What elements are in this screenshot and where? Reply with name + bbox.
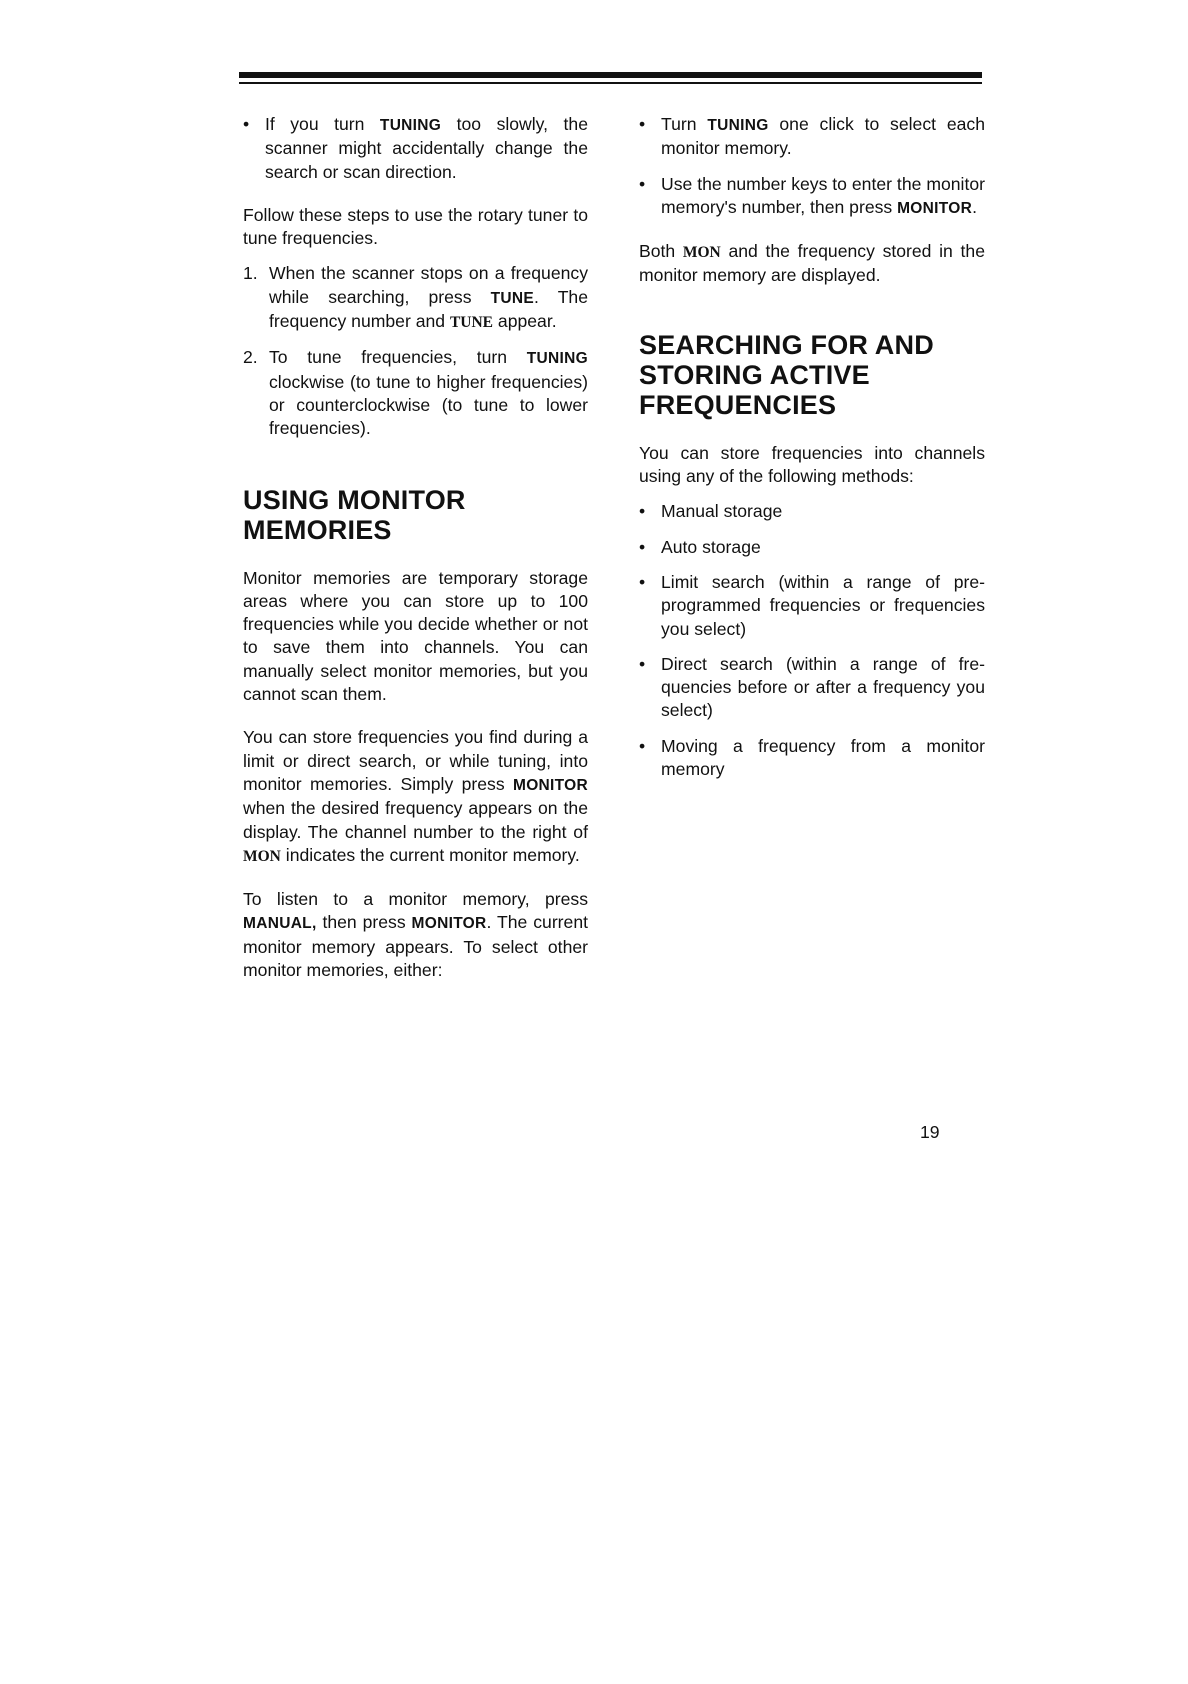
follow-steps-paragraph: Follow these steps to use the rotary tuner to tune frequencies.	[243, 204, 588, 249]
bullet-icon: •	[639, 536, 646, 557]
bullet-icon: •	[639, 501, 646, 522]
step-2: 2. To tune frequencies, turn TUNING clockwise (to tune to higher frequencies) or counterclockwise (to tune to lower frequencies).	[243, 347, 588, 439]
bullet-icon: •	[639, 735, 646, 756]
key-label: TUNING	[707, 117, 769, 134]
display-indicator: MON	[243, 847, 281, 865]
bullet-icon: •	[639, 571, 646, 592]
section-heading-monitor-memories: USING MONITOR MEMORIES	[243, 484, 466, 545]
tuning-warning-bullet: • If you turn TUNING too slowly, the scanner might accidentally change the search or scan direction.	[243, 114, 588, 182]
step-1: 1. When the scanner stops on a frequency while searching, press TUNE. The frequency number and TUNE appear.	[243, 263, 589, 332]
left-column	[243, 113, 588, 1002]
method-item: • Auto storage	[639, 536, 985, 559]
store-frequencies-paragraph: You can store frequencies you find during a limit or direct search, or while tuning, into monitor memories. Simply press MONITOR when the desired frequency appears on the display. The channel number to the right of MON indicates the current monitor memory.	[243, 727, 588, 865]
step-number: 1.	[243, 263, 258, 284]
header-rule-thick	[239, 72, 982, 78]
listen-monitor-paragraph: To listen to a monitor memory, press MANUAL, then press MONITOR. The current monitor memory appears. To select other monitor memories, either:	[243, 889, 588, 981]
page-number: 19	[920, 1122, 940, 1142]
key-label: MONITOR	[512, 776, 588, 794]
display-indicator: MON	[682, 244, 721, 262]
key-label: TUNING	[526, 350, 588, 368]
bullet-icon: •	[243, 114, 250, 134]
key-label: MONITOR	[411, 915, 487, 933]
both-displayed-paragraph: Both MON and the frequency stored in the monitor memory are displayed.	[639, 241, 985, 286]
number-keys-bullet: • Use the number keys to enter the monitor memory's number, then press MONITOR.	[639, 173, 985, 217]
storage-methods-intro: You can store frequencies into channels using any of the following methods:	[639, 442, 985, 487]
key-label: TUNE	[490, 289, 535, 307]
header-rule-thin	[239, 82, 982, 84]
key-label: TUNING	[379, 117, 442, 134]
monitor-memories-paragraph: Monitor memories are temporary storage areas where you can store up to 100 frequencies while you decide whether or not to save them into channels. You can manually select monitor memories, but you cannot scan them.	[243, 567, 588, 705]
key-label: MONITOR	[897, 199, 973, 217]
method-item: • Limit search (within a range of preprogrammed frequencies or frequencies you select)	[639, 571, 985, 639]
right-column	[639, 113, 985, 793]
section-heading-searching-storing: SEARCHING FOR AND STORING ACTIVE FREQUENCIES	[639, 329, 934, 420]
bullet-icon: •	[639, 173, 646, 194]
method-item: • Direct search (within a range of frequencies before or after a frequency you select)	[639, 653, 985, 721]
step-number: 2.	[243, 347, 258, 368]
select-memory-bullet: • Turn TUNING one click to select each monitor memory.	[639, 114, 985, 159]
method-item: • Manual storage	[639, 500, 985, 523]
bullet-icon: •	[639, 114, 646, 134]
bullet-icon: •	[639, 653, 646, 674]
display-indicator: TUNE	[449, 314, 494, 332]
method-item: • Moving a frequency from a monitor memory	[639, 735, 985, 780]
key-label: MANUAL,	[243, 915, 317, 933]
